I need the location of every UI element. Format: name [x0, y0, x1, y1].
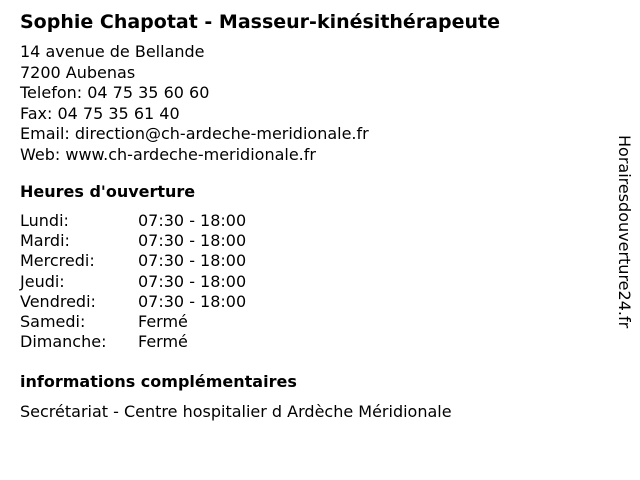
- hours-row: [20, 231, 246, 251]
- hours-time: 07:30 - 18:00: [138, 291, 247, 311]
- hours-time: 07:30 - 18:00: [138, 271, 247, 291]
- hours-day: Samedi:: [20, 312, 86, 332]
- hours-day: Lundi:: [20, 211, 69, 230]
- address-city: 7200 Aubenas: [20, 62, 136, 82]
- additional-info-heading: informations complémentaires: [20, 372, 297, 392]
- website-address: Web: www.ch-ardeche-meridionale.fr: [20, 144, 316, 164]
- hours-row: [20, 211, 246, 231]
- hours-time: 07:30 - 18:00: [138, 251, 247, 271]
- business-card: [20, 10, 610, 422]
- hours-time: Fermé: [138, 332, 188, 352]
- hours-row: [20, 292, 246, 312]
- hours-row: [20, 272, 246, 292]
- hours-day: Mercredi:: [20, 251, 95, 271]
- hours-row: [20, 251, 246, 271]
- hours-day: Dimanche:: [20, 332, 107, 352]
- address-street: 14 avenue de Bellande: [20, 42, 205, 61]
- phone-number: Telefon: 04 75 35 60 60: [20, 83, 210, 102]
- hours-day: Jeudi:: [20, 271, 65, 291]
- hours-time: 07:30 - 18:00: [138, 231, 247, 251]
- additional-info-text: Secrétariat - Centre hospitalier d Ardèche Méridionale: [20, 402, 452, 422]
- hours-row: [20, 312, 246, 332]
- opening-hours-table: [20, 211, 246, 352]
- opening-hours-heading: Heures d'ouverture: [20, 182, 196, 201]
- fax-number: Fax: 04 75 35 61 40: [20, 103, 180, 123]
- email-address: Email: direction@ch-ardeche-meridionale.fr: [20, 124, 369, 143]
- hours-row: [20, 332, 246, 352]
- hours-time: 07:30 - 18:00: [138, 211, 247, 230]
- hours-time: Fermé: [138, 312, 188, 332]
- site-watermark: Horairesdouverture24.fr: [615, 135, 634, 329]
- hours-day: Mardi:: [20, 231, 70, 251]
- contact-block: [20, 42, 610, 165]
- page-title: Sophie Chapotat - Masseur-kinésithérapeute: [20, 11, 500, 33]
- hours-day: Vendredi:: [20, 291, 96, 311]
